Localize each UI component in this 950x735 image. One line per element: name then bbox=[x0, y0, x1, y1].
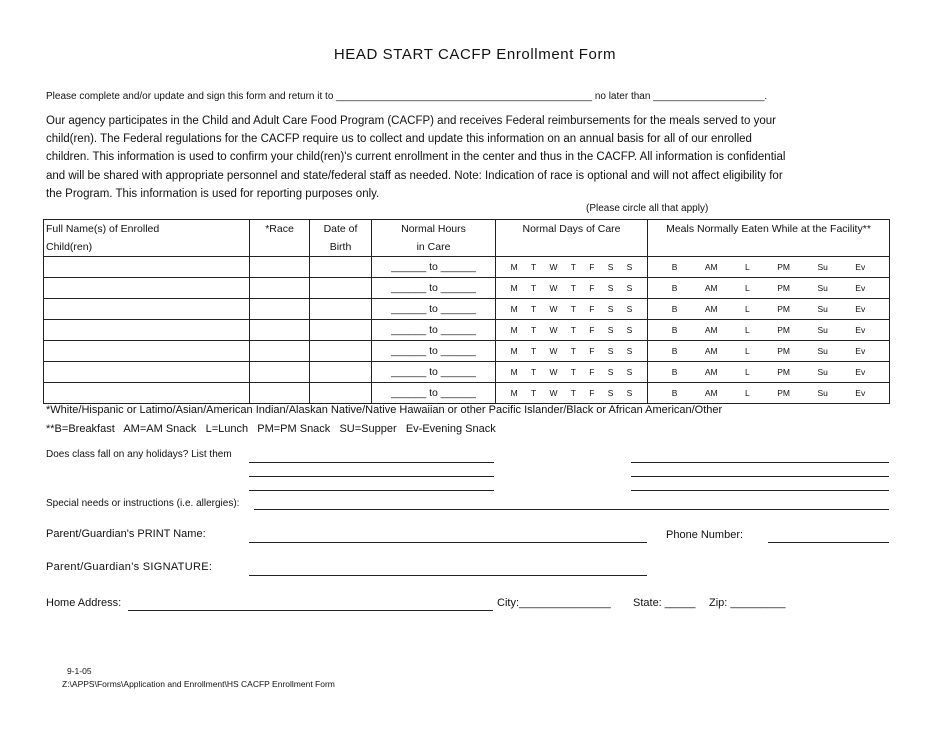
meal-option[interactable]: B bbox=[671, 283, 678, 293]
meal-option[interactable]: AM bbox=[704, 325, 718, 335]
day-option[interactable]: T bbox=[530, 346, 537, 356]
day-option[interactable]: S bbox=[626, 388, 633, 398]
day-option[interactable]: S bbox=[626, 346, 633, 356]
day-option[interactable]: M bbox=[510, 346, 518, 356]
day-option[interactable]: F bbox=[589, 388, 595, 398]
meals-cell bbox=[648, 278, 890, 299]
city-field[interactable]: City:_______________ bbox=[497, 597, 611, 609]
col-header-dob: Date of Birth bbox=[310, 220, 372, 257]
day-option[interactable]: W bbox=[549, 283, 558, 293]
meal-option[interactable]: Su bbox=[817, 346, 828, 356]
meal-option[interactable]: L bbox=[745, 262, 750, 272]
phone-line[interactable] bbox=[768, 542, 889, 543]
race-cell[interactable] bbox=[250, 320, 310, 341]
meal-option[interactable]: AM bbox=[704, 388, 718, 398]
day-option[interactable]: T bbox=[570, 388, 576, 398]
meals-cell bbox=[648, 257, 890, 278]
race-note: *White/Hispanic or Latimo/Asian/American Indian/Alaskan Native/Native Hawaiian or other Pacific Islander/Black or African American/Other bbox=[46, 404, 723, 416]
hours-cell[interactable]: ______ to ______ bbox=[372, 278, 496, 299]
day-option[interactable]: W bbox=[549, 304, 558, 314]
meal-option[interactable]: L bbox=[745, 325, 750, 335]
race-cell[interactable] bbox=[250, 383, 310, 404]
meal-option[interactable]: B bbox=[671, 367, 678, 377]
intro-line: child(ren). The Federal regulations for the CACFP require us to collect and update this information on an annual basis for all of our enrolled bbox=[46, 133, 752, 146]
day-option[interactable]: T bbox=[570, 325, 576, 335]
meal-option[interactable]: B bbox=[671, 304, 678, 314]
day-option[interactable]: M bbox=[510, 304, 518, 314]
meal-option[interactable]: B bbox=[671, 325, 678, 335]
meal-option[interactable]: Ev bbox=[855, 325, 866, 335]
zip-field[interactable]: Zip: _________ bbox=[709, 597, 786, 609]
hours-cell[interactable]: ______ to ______ bbox=[372, 320, 496, 341]
day-option[interactable]: T bbox=[530, 304, 537, 314]
return-instructions bbox=[46, 91, 767, 102]
days-cell bbox=[496, 320, 648, 341]
intro-line: Our agency participates in the Child and Adult Care Food Program (CACFP) and receives Federal reimbursements for the meals served to your bbox=[46, 115, 776, 127]
name-cell[interactable] bbox=[44, 278, 250, 299]
day-option[interactable]: M bbox=[510, 388, 518, 398]
hours-cell[interactable]: ______ to ______ bbox=[372, 341, 496, 362]
dob-cell[interactable] bbox=[310, 257, 372, 278]
race-cell[interactable] bbox=[250, 362, 310, 383]
holidays-line[interactable] bbox=[249, 476, 494, 477]
day-option[interactable]: T bbox=[530, 262, 537, 272]
day-option[interactable]: M bbox=[510, 367, 518, 377]
day-option[interactable]: T bbox=[530, 367, 537, 377]
meal-option[interactable]: AM bbox=[704, 346, 718, 356]
day-option[interactable]: S bbox=[626, 304, 633, 314]
special-needs-label: Special needs or instructions (i.e. allergies): bbox=[46, 498, 240, 509]
day-option[interactable]: T bbox=[570, 283, 576, 293]
days-cell bbox=[496, 257, 648, 278]
days-cell bbox=[496, 383, 648, 404]
day-option[interactable]: M bbox=[510, 262, 518, 272]
name-cell[interactable] bbox=[44, 362, 250, 383]
day-option[interactable]: W bbox=[549, 262, 558, 272]
name-cell[interactable] bbox=[44, 257, 250, 278]
enrollment-table bbox=[43, 219, 890, 404]
meal-option[interactable]: AM bbox=[704, 283, 718, 293]
meal-option[interactable]: Su bbox=[817, 262, 828, 272]
col-header-days: Normal Days of Care bbox=[496, 220, 648, 257]
footer-path: Z:\APPS\Forms\Application and Enrollment\HS CACFP Enrollment Form bbox=[62, 679, 335, 689]
day-option[interactable]: T bbox=[530, 388, 537, 398]
meal-option[interactable]: Ev bbox=[855, 388, 866, 398]
address-label: Home Address: bbox=[46, 597, 122, 609]
day-option[interactable]: S bbox=[626, 325, 633, 335]
dob-cell[interactable] bbox=[310, 383, 372, 404]
col-header-meals: Meals Normally Eaten While at the Facility** bbox=[648, 220, 890, 257]
meal-option[interactable]: B bbox=[671, 388, 678, 398]
day-option[interactable]: T bbox=[570, 262, 576, 272]
day-option[interactable]: S bbox=[607, 262, 614, 272]
form-title: HEAD START CACFP Enrollment Form bbox=[333, 46, 617, 63]
name-cell[interactable] bbox=[44, 341, 250, 362]
instructions-later: no later than bbox=[594, 91, 651, 102]
day-option[interactable]: T bbox=[570, 367, 576, 377]
print-name-line[interactable] bbox=[249, 542, 647, 543]
dob-cell[interactable] bbox=[310, 320, 372, 341]
meal-option[interactable]: Su bbox=[817, 388, 828, 398]
day-option[interactable]: W bbox=[549, 367, 558, 377]
phone-label: Phone Number: bbox=[666, 529, 744, 541]
day-option[interactable]: T bbox=[530, 325, 537, 335]
day-option[interactable]: S bbox=[607, 283, 614, 293]
instructions-lead: Please complete and/or update and sign this form and return it to bbox=[46, 91, 334, 102]
meal-option[interactable]: L bbox=[745, 346, 750, 356]
intro-line: children. This information is used to confirm your child(ren)'s current enrollment in the center and thus in the CACFP. All information is confidential bbox=[46, 151, 786, 164]
intro-line: the Program. This information is used for reporting purposes only. bbox=[46, 187, 380, 200]
day-option[interactable]: S bbox=[607, 325, 614, 335]
meal-option[interactable]: PM bbox=[777, 304, 790, 314]
meals-cell bbox=[648, 299, 890, 320]
meal-option[interactable]: Ev bbox=[855, 283, 866, 293]
meal-option[interactable]: Su bbox=[817, 367, 828, 377]
name-cell[interactable] bbox=[44, 383, 250, 404]
col-header-name: Full Name(s) of Enrolled Child(ren) bbox=[44, 220, 250, 257]
day-option[interactable]: F bbox=[589, 262, 595, 272]
table-row bbox=[44, 299, 890, 320]
day-option[interactable]: F bbox=[589, 304, 595, 314]
meal-option[interactable]: Ev bbox=[855, 346, 866, 356]
state-field[interactable]: State: _____ bbox=[633, 597, 696, 609]
race-cell[interactable] bbox=[250, 278, 310, 299]
holidays-line[interactable] bbox=[631, 490, 889, 491]
meal-option[interactable]: Su bbox=[817, 304, 828, 314]
holidays-label: Does class fall on any holidays? List them bbox=[46, 449, 232, 460]
days-cell bbox=[496, 278, 648, 299]
day-option[interactable]: S bbox=[607, 388, 614, 398]
holidays-line[interactable] bbox=[249, 490, 494, 491]
day-option[interactable]: W bbox=[549, 388, 558, 398]
intro-line: and will be shared with appropriate personnel and state/federal staff as needed. Note: Indication of race is optional and will not affect eligibility for bbox=[46, 169, 783, 182]
day-option[interactable]: W bbox=[549, 325, 558, 335]
intro-paragraph bbox=[46, 112, 906, 203]
day-option[interactable]: W bbox=[549, 346, 558, 356]
col-header-race: *Race bbox=[250, 220, 310, 257]
days-cell bbox=[496, 341, 648, 362]
dob-cell[interactable] bbox=[310, 299, 372, 320]
deadline-blank[interactable]: ____________________. bbox=[653, 91, 768, 102]
address-line[interactable] bbox=[128, 610, 493, 611]
dob-cell[interactable] bbox=[310, 362, 372, 383]
meal-option[interactable]: PM bbox=[777, 367, 790, 377]
signature-label: Parent/Guardian's SIGNATURE: bbox=[46, 561, 213, 573]
meal-option[interactable]: Ev bbox=[855, 367, 866, 377]
day-option[interactable]: M bbox=[510, 325, 518, 335]
dob-cell[interactable] bbox=[310, 341, 372, 362]
meal-option[interactable]: PM bbox=[777, 262, 790, 272]
hours-cell[interactable]: ______ to ______ bbox=[372, 299, 496, 320]
meal-option[interactable]: PM bbox=[777, 388, 790, 398]
meal-option[interactable]: PM bbox=[777, 325, 790, 335]
day-option[interactable]: T bbox=[570, 346, 576, 356]
day-option[interactable]: S bbox=[607, 367, 614, 377]
day-option[interactable]: T bbox=[530, 283, 537, 293]
table-row bbox=[44, 383, 890, 404]
meal-option[interactable]: B bbox=[671, 346, 678, 356]
race-cell[interactable] bbox=[250, 257, 310, 278]
hours-cell[interactable]: ______ to ______ bbox=[372, 383, 496, 404]
holidays-line[interactable] bbox=[631, 462, 889, 463]
table-row bbox=[44, 320, 890, 341]
meals-cell bbox=[648, 320, 890, 341]
meal-key: **B=Breakfast AM=AM Snack L=Lunch PM=PM Snack SU=Supper Ev-Evening Snack bbox=[46, 423, 496, 435]
day-option[interactable]: S bbox=[626, 367, 633, 377]
day-option[interactable]: M bbox=[510, 283, 518, 293]
meal-option[interactable]: PM bbox=[777, 283, 790, 293]
table-row bbox=[44, 341, 890, 362]
days-cell bbox=[496, 362, 648, 383]
day-option[interactable]: S bbox=[626, 283, 633, 293]
meal-option[interactable]: AM bbox=[704, 262, 718, 272]
circle-note: (Please circle all that apply) bbox=[586, 203, 709, 214]
meal-option[interactable]: L bbox=[745, 388, 750, 398]
hours-cell[interactable]: ______ to ______ bbox=[372, 362, 496, 383]
meals-cell bbox=[648, 341, 890, 362]
holidays-line[interactable] bbox=[631, 476, 889, 477]
day-option[interactable]: F bbox=[589, 325, 595, 335]
day-option[interactable]: F bbox=[589, 346, 595, 356]
meals-cell bbox=[648, 383, 890, 404]
day-option[interactable]: F bbox=[589, 283, 595, 293]
name-cell[interactable] bbox=[44, 299, 250, 320]
day-option[interactable]: S bbox=[626, 262, 633, 272]
day-option[interactable]: S bbox=[607, 346, 614, 356]
dob-cell[interactable] bbox=[310, 278, 372, 299]
table-header-row bbox=[44, 220, 890, 257]
meal-option[interactable]: L bbox=[745, 283, 750, 293]
race-cell[interactable] bbox=[250, 299, 310, 320]
table-row bbox=[44, 257, 890, 278]
meal-option[interactable]: Ev bbox=[855, 304, 866, 314]
day-option[interactable]: F bbox=[589, 367, 595, 377]
holidays-line[interactable] bbox=[249, 462, 494, 463]
name-cell[interactable] bbox=[44, 320, 250, 341]
days-cell bbox=[496, 299, 648, 320]
day-option[interactable]: T bbox=[570, 304, 576, 314]
meal-option[interactable]: AM bbox=[704, 367, 718, 377]
meal-option[interactable]: B bbox=[671, 262, 678, 272]
race-cell[interactable] bbox=[250, 341, 310, 362]
meal-option[interactable]: L bbox=[745, 367, 750, 377]
meal-option[interactable]: Ev bbox=[855, 262, 866, 272]
hours-cell[interactable]: ______ to ______ bbox=[372, 257, 496, 278]
special-needs-line[interactable] bbox=[254, 509, 889, 510]
col-header-hours: Normal Hours in Care bbox=[372, 220, 496, 257]
meal-option[interactable]: L bbox=[745, 304, 750, 314]
meal-option[interactable]: Su bbox=[817, 325, 828, 335]
day-option[interactable]: S bbox=[607, 304, 614, 314]
table-row bbox=[44, 362, 890, 383]
return-to-blank[interactable]: ______________________________________________ bbox=[336, 91, 593, 102]
meal-option[interactable]: PM bbox=[777, 346, 790, 356]
table-row bbox=[44, 278, 890, 299]
meal-option[interactable]: AM bbox=[704, 304, 718, 314]
meals-cell bbox=[648, 362, 890, 383]
meal-option[interactable]: Su bbox=[817, 283, 828, 293]
print-name-label: Parent/Guardian's PRINT Name: bbox=[46, 528, 206, 540]
signature-line[interactable] bbox=[249, 575, 647, 576]
footer-date: 9-1-05 bbox=[67, 666, 92, 676]
